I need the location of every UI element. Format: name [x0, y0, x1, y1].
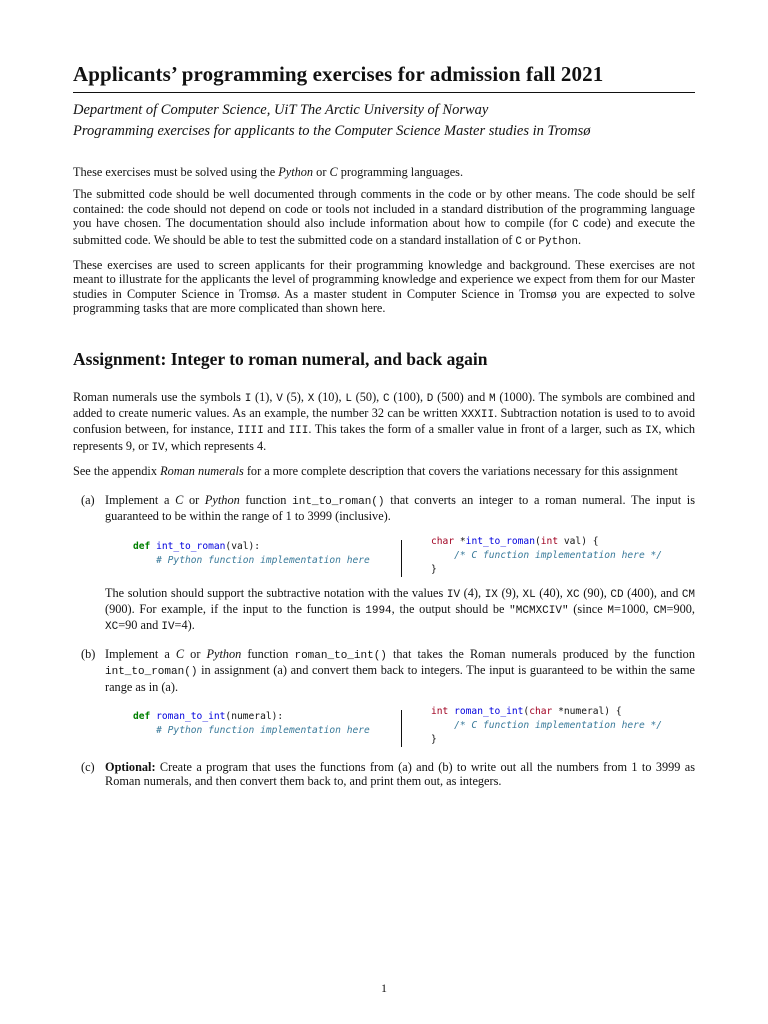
subtitle-program: Programming exercises for applicants to the Computer Science Master studies in Tromsø — [73, 123, 591, 139]
item-label-b: (b) — [81, 646, 96, 661]
code-block-roman-to-int — [73, 705, 695, 748]
page-number: 1 — [381, 981, 387, 995]
python-signature-int-to-roman: def int_to_roman(val): # Python function implementation here — [133, 540, 370, 566]
intro-paragraph-languages: These exercises must be solved using the Python or C programming languages. — [73, 165, 464, 179]
c-signature-roman-to-int: int roman_to_int(char *numeral) { /* C function implementation here */ } — [431, 705, 663, 745]
item-label-c: (c) — [81, 759, 95, 774]
item-c-description: Optional: Create a program that uses the functions from (a) and (b) to write out all the numbers from 1 to 3999 as Roman numerals, and then convert them back to, and print them out, as integers. — [105, 759, 695, 789]
document-page — [73, 58, 695, 789]
subtitle-department: Department of Computer Science, UiT The Arctic University of Norway — [73, 102, 489, 118]
code-divider — [401, 710, 402, 747]
exercise-item-b — [73, 647, 695, 694]
item-b-description: Implement a C or Python function roman_to_int() that takes the Roman numerals produced by the function int_to_roman() in assignment (a) and convert them back to integers. The input is guaranteed to be within the same range as in (a). — [105, 646, 695, 694]
intro-paragraph-documentation: The submitted code should be well documented through comments in the code or by other means. The code should be self contained: the code should not depend on code or tools not included in a standard distribution of the programming language you have chosen. The documentation should also include information about how to compile (for C code) and execute the submitted code. We should be able to test the submitted code on a standard installation of C or Python. — [73, 187, 695, 248]
exercise-item-c — [73, 760, 695, 789]
appendix-link[interactable]: Roman numerals — [160, 464, 244, 479]
python-signature-roman-to-int: def roman_to_int(numeral): # Python function implementation here — [133, 710, 370, 736]
roman-numerals-paragraph: Roman numerals use the symbols I (1), V (5), X (10), L (50), C (100), D (500) and M (1000). The symbols are combined and added to create numeric values. As an example, the number 32 can be written XXXII. Subtraction notation is used to to avoid confusion between, for instance, IIII and III. This takes the form of a smaller value in front of a larger, such as IX, which represents 9, or IV, which represents 4. — [73, 389, 696, 454]
code-divider — [401, 540, 402, 577]
exercise-item-a — [73, 493, 695, 524]
assignment-heading: Assignment: Integer to roman numeral, and back again — [73, 348, 488, 369]
item-a-description: Implement a C or Python function int_to_roman() that converts an integer to a roman numeral. The input is guaranteed to be within the range of 1 to 3999 (inclusive). — [105, 492, 695, 524]
document-title: Applicants’ programming exercises for admission fall 2021 — [73, 62, 604, 86]
title-rule — [73, 92, 695, 93]
c-signature-int-to-roman: char *int_to_roman(int val) { /* C function implementation here */ } — [431, 535, 663, 575]
item-label-a: (a) — [81, 492, 95, 507]
code-block-int-to-roman — [73, 535, 695, 578]
item-a-subtractive-note: The solution should support the subtractive notation with the values IV (4), IX (9), XL (40), XC (90), CD (400), and CM (900). For example, if the input to the function is 1994, the output should be "MCMXCIV" (since M=1000, CM=900, XC=90 and IV=4). — [105, 585, 696, 634]
intro-paragraph-screening: These exercises are used to screen applicants for their programming knowledge and background. These exercises are not meant to illustrate for the applicants the level of programming knowledge and experience we expect from them for our Master studies in Computer Science in Tromsø. As a master student in Computer Science in Tromsø you are expected to solve programming tasks that are more complicated than shown here. — [73, 258, 695, 316]
appendix-paragraph: See the appendix Roman numerals for a more complete description that covers the variations necessary for this assignment — [73, 464, 678, 479]
subtitle — [73, 100, 695, 142]
